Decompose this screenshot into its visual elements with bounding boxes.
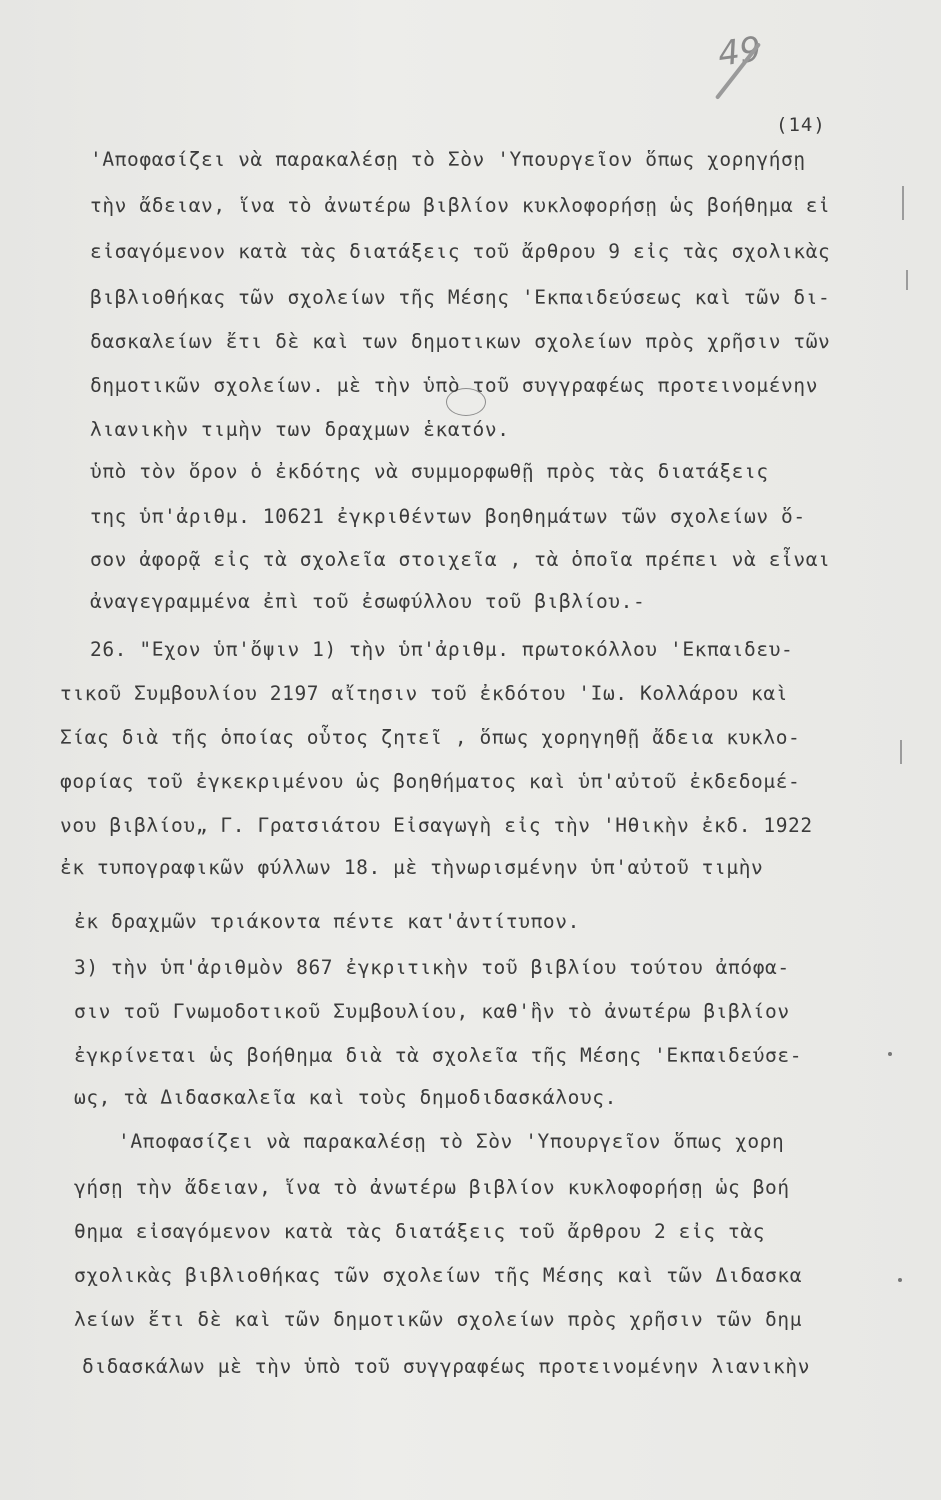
- text-line-22: ως, τὰ Διδασκαλεῖα καὶ τοὺς δημοδιδασκάλους.: [74, 1086, 617, 1109]
- text-line-21: ἐγκρίνεται ὡς βοήθημα διὰ τὰ σχολεῖα τῆς Μέσης 'Εκπαιδεύσε-: [74, 1044, 803, 1067]
- text-line-26: σχολικὰς βιβλιοθήκας τῶν σχολείων τῆς Μέσης καὶ τῶν Διδασκα: [74, 1264, 803, 1287]
- text-line-9: της ὑπ'ἀριθμ. 10621 ἐγκριθέντων βοηθημάτων τῶν σχολείων ὅ-: [90, 505, 806, 528]
- text-line-2: τὴν ἄδειαν, ἵνα τὸ ἀνωτέρω βιβλίον κυκλοφορήσῃ ὡς βοήθημα εἰ: [90, 194, 831, 217]
- text-line-13: τικοῦ Συμβουλίου 2197 αἴτησιν τοῦ ἐκδότου 'Ιω. Κολλάρου καὶ: [60, 682, 789, 705]
- text-line-8: ὑπὸ τὸν ὅρον ὁ ἐκδότης νὰ συμμορφωθῇ πρὸς τὰς διατάξεις: [90, 460, 769, 483]
- text-line-16: νου βιβλίου„ Γ. Γρατσιάτου Εἰσαγωγὴ εἰς τὴν 'Ηθικὴν ἐκδ. 1922: [60, 814, 813, 837]
- text-line-23: 'Αποφασίζει νὰ παρακαλέσῃ τὸ Σὸν 'Υπουργεῖον ὅπως χορη: [118, 1130, 785, 1153]
- text-line-6: δημοτικῶν σχολείων. μὲ τὴν ὑπὸ τοῦ συγγραφέως προτεινομένην: [90, 374, 819, 397]
- text-line-15: φορίας τοῦ ἐγκεκριμένου ὡς βοηθήματος καὶ ὑπ'αὐτοῦ ἐκδεδομέ-: [60, 770, 801, 793]
- right-margin-mark: [906, 270, 908, 290]
- right-margin-mark: [902, 186, 904, 220]
- margin-dot: [898, 1278, 902, 1282]
- handwritten-folio-number: 49: [715, 29, 764, 75]
- text-line-3: εἰσαγόμενον κατὰ τὰς διατάξεις τοῦ ἄρθρου 9 εἰς τὰς σχολικὰς: [90, 240, 831, 263]
- text-line-14: Σίας διὰ τῆς ὁποίας οὗτος ζητεῖ , ὅπως χορηγηθῇ ἄδεια κυκλο-: [60, 726, 801, 749]
- text-line-4: βιβλιοθήκας τῶν σχολείων τῆς Μέσης 'Εκπαιδεύσεως καὶ τῶν δι-: [90, 286, 831, 309]
- margin-dot: [888, 1052, 892, 1056]
- text-line-11: ἀναγεγραμμένα ἐπὶ τοῦ ἐσωφύλλου τοῦ βιβλίου.-: [90, 590, 646, 613]
- text-line-12: 26. "Εχον ὑπ'ὄψιν 1) τὴν ὑπ'ἀριθμ. πρωτοκόλλου 'Εκπαιδευ-: [90, 638, 794, 661]
- text-line-10: σον ἀφορᾷ εἰς τὰ σχολεῖα στοιχεῖα , τὰ ὁποῖα πρέπει νὰ εἶναι: [90, 548, 831, 571]
- text-line-18: ἐκ δραχμῶν τριάκοντα πέντε κατ'ἀντίτυπον.: [74, 910, 580, 933]
- text-line-1: 'Αποφασίζει νὰ παρακαλέσῃ τὸ Σὸν 'Υπουργεῖον ὅπως χορηγήσῃ: [90, 148, 806, 171]
- text-line-5: δασκαλείων ἔτι δὲ καὶ των δημοτικων σχολείων πρὸς χρῆσιν τῶν: [90, 330, 831, 353]
- text-line-25: θημα εἰσαγόμενον κατὰ τὰς διατάξεις τοῦ ἄρθρου 2 εἰς τὰς: [74, 1220, 766, 1243]
- text-line-24: γήσῃ τὴν ἄδειαν, ἵνα τὸ ἀνωτέρω βιβλίον κυκλοφορήσῃ ὡς βοή: [74, 1176, 790, 1199]
- text-line-27: λείων ἔτι δὲ καὶ τῶν δημοτικῶν σχολείων πρὸς χρῆσιν τῶν δημ: [74, 1308, 803, 1331]
- text-line-28: διδασκάλων μὲ τὴν ὑπὸ τοῦ συγγραφέως προτεινομένην λιανικὴν: [82, 1355, 811, 1378]
- text-line-19: 3) τὴν ὑπ'ἀριθμὸν 867 ἐγκριτικὴν τοῦ βιβλίου τούτου ἀπόφα-: [74, 956, 790, 979]
- text-line-7: λιανικὴν τιμὴν των δραχμων ἑκατόν.: [90, 418, 510, 441]
- text-line-17: ἐκ τυπογραφικῶν φύλλων 18. μὲ τὴνωρισμένην ὑπ'αὐτοῦ τιμὴν: [60, 856, 764, 879]
- text-line-20: σιν τοῦ Γνωμοδοτικοῦ Συμβουλίου, καθ'ἣν τὸ ἀνωτέρω βιβλίον: [74, 1000, 790, 1023]
- page-number: (14): [776, 114, 826, 136]
- right-margin-mark: [900, 740, 902, 764]
